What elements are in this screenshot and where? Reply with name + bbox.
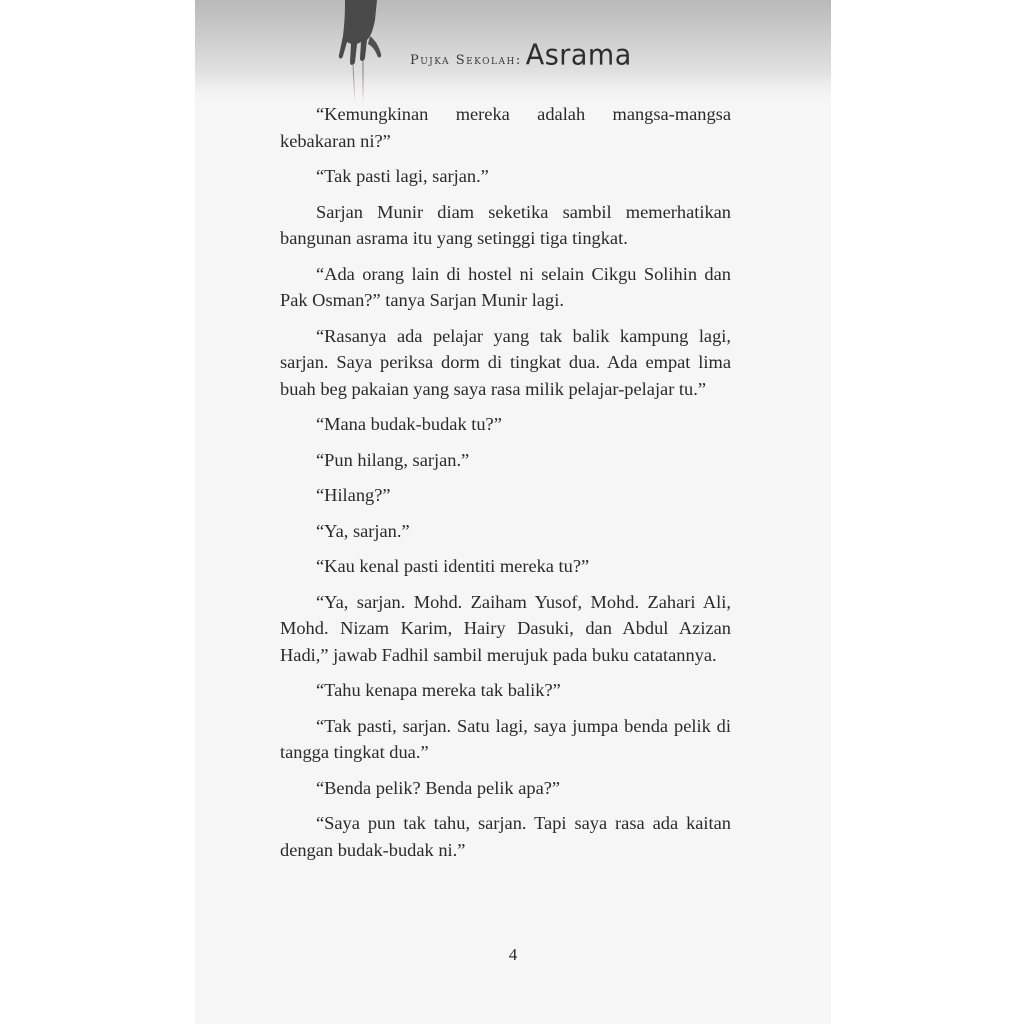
page-number: 4 bbox=[508, 945, 518, 964]
paragraph: “Saya pun tak tahu, sarjan. Tapi saya rasa ada kaitan dengan budak-budak ni.” bbox=[280, 813, 731, 860]
paragraph: “Benda pelik? Benda pelik apa?” bbox=[316, 777, 561, 798]
book-title: Asrama bbox=[525, 39, 632, 72]
hanging-hand-illustration bbox=[315, 0, 405, 104]
paragraph: “Tahu kenapa mereka tak balik?” bbox=[316, 680, 561, 700]
body-text bbox=[280, 101, 731, 872]
paragraph: “Tak pasti lagi, sarjan.” bbox=[316, 166, 489, 186]
paragraph: Sarjan Munir diam seketika sambil memerhatikan bangunan asrama itu yang setinggi tiga tingkat. bbox=[280, 201, 731, 248]
running-head bbox=[410, 40, 632, 71]
paragraph: “Ada orang lain di hostel ni selain Cikgu Solihin dan Pak Osman?” tanya Sarjan Munir lagi. bbox=[280, 263, 731, 310]
paragraph: “Tak pasti, sarjan. Satu lagi, saya jumpa benda pelik di tangga tingkat dua.” bbox=[280, 715, 731, 762]
paragraph: “Ya, sarjan.” bbox=[316, 520, 410, 541]
paragraph: “Hilang?” bbox=[316, 485, 391, 505]
paragraph: “Kau kenal pasti identiti mereka tu?” bbox=[316, 556, 590, 576]
paragraph: “Mana budak-budak tu?” bbox=[316, 414, 502, 434]
paragraph: “Pun hilang, sarjan.” bbox=[316, 449, 470, 470]
paragraph: “Ya, sarjan. Mohd. Zaiham Yusof, Mohd. Zahari Ali, Mohd. Nizam Karim, Hairy Dasuki, dan Abdul Azizan Hadi,” jawab Fadhil sambil merujuk pada buku catatannya. bbox=[280, 591, 731, 665]
paragraph: “Rasanya ada pelajar yang tak balik kampung lagi, sarjan. Saya periksa dorm di tingkat dua. Ada empat lima buah beg pakaian yang saya rasa milik pelajar-pelajar tu.” bbox=[280, 325, 731, 399]
book-page bbox=[195, 0, 831, 1024]
paragraph: “Kemungkinan mereka adalah mangsa-mangsa kebakaran ni?” bbox=[280, 104, 731, 151]
series-name: Pujka Sekolah: bbox=[410, 53, 522, 68]
